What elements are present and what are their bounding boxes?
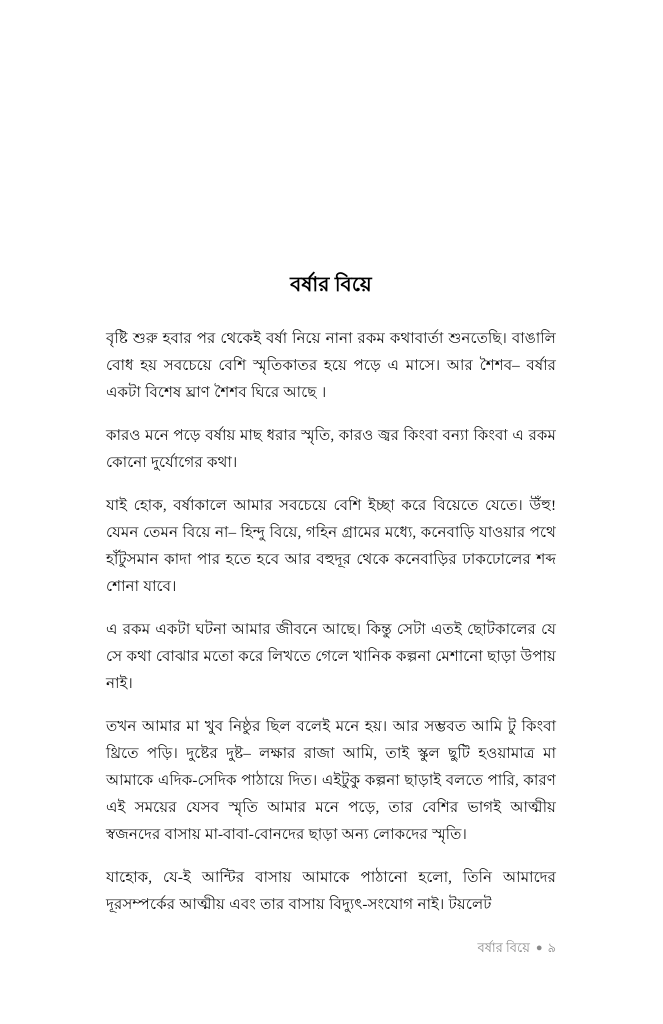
body-paragraph: কারও মনে পড়ে বর্ষায় মাছ ধরার স্মৃতি, কারও জ্বর কিংবা বন্যা কিংবা এ রকম কোনো দুর্যোগের কথা। — [106, 427, 556, 471]
page-number: ৯ — [547, 940, 556, 955]
body-paragraph: যাই হোক, বর্ষাকালে আমার সবচেয়ে বেশি ইচ্ছা করে বিয়েতে যেতে। উঁহু! যেমন তেমন বিয়ে না– হিন্দু বিয়ে, গহিন গ্রামের মধ্যে, কনেবাড়ি যাওয়ার পথে হাঁটুসমান কাদা পার হতে হবে আর বহুদূর থেকে কনেবাড়ির ঢাকঢোলের শব্দ শোনা যাবে। — [106, 497, 556, 595]
body-paragraph: বৃষ্টি শুরু হবার পর থেকেই বর্ষা নিয়ে নানা রকম কথাবার্তা শুনতেছি। বাঙালি বোধ হয় সবচেয়ে বেশি স্মৃতিকাতর হয়ে পড়ে এ মাসে। আর শৈশব– বর্ষার একটা বিশেষ ঘ্রাণ শৈশব ঘিরে আছে । — [106, 330, 556, 401]
text-column — [106, 272, 556, 918]
footer-chapter-title: বর্ষার বিয়ে — [477, 940, 530, 955]
body-paragraph: যাহোক, যে-ই আন্টির বাসায় আমাকে পাঠানো হলো, তিনি আমাদের দূরসম্পর্কের আত্মীয় এবং তার বাসায় বিদ্যুৎ-সংযোগ নাই। টয়লেট — [106, 869, 556, 913]
page-title: বর্ষার বিয়ে — [290, 274, 372, 296]
body-paragraph: এ রকম একটা ঘটনা আমার জীবনে আছে। কিন্তু সেটা এতই ছোটকালের যে সে কথা বোঝার মতো করে লিখতে গেলে খানিক কল্পনা মেশানো ছাড়া উপায় নাই। — [106, 621, 556, 692]
page-footer — [106, 938, 556, 958]
body-paragraph: তখন আমার মা খুব নিষ্ঠুর ছিল বলেই মনে হয়। আর সম্ভবত আমি টু কিংবা থ্রিতে পড়ি। দুষ্টের দুষ্ট– লক্ষার রাজা আমি, তাই স্কুল ছুটি হওয়ামাত্র মা আমাকে এদিক-সেদিক পাঠায়ে দিত। এইটুকু কল্পনা ছাড়াই বলতে পারি, কারণ এই সময়ের যেসব স্মৃতি আমার মনে পড়ে, তার বেশির ভাগই আত্মীয় স্বজনদের বাসায় মা-বাবা-বোনদের ছাড়া অন্য লোকদের স্মৃতি। — [106, 718, 556, 843]
bullet-separator-icon: ● — [535, 942, 543, 954]
